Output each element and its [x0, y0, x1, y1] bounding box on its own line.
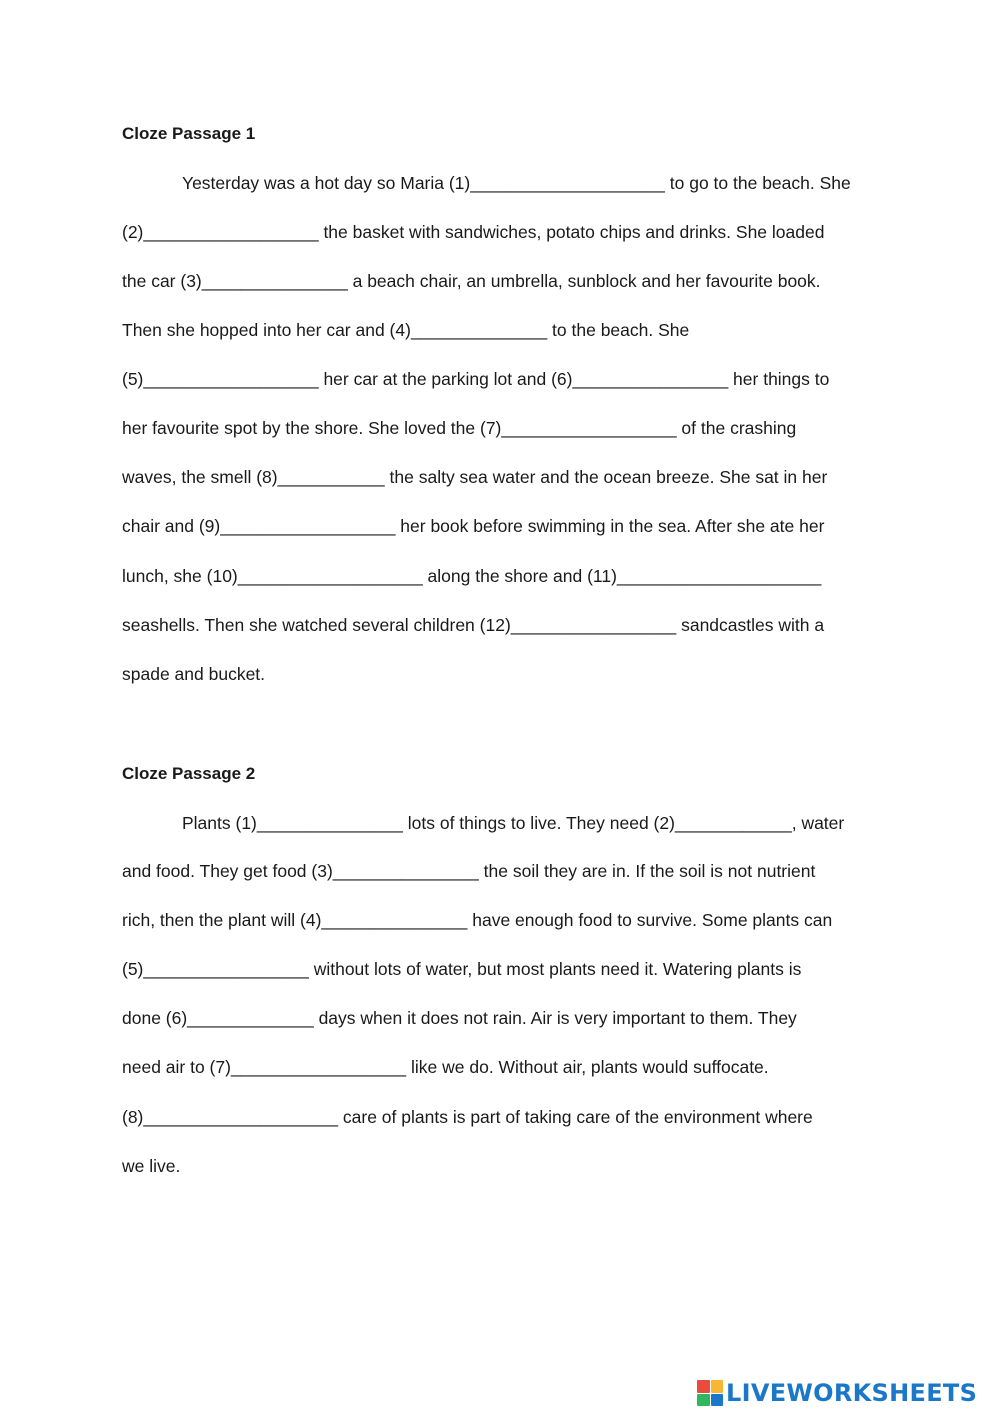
passage-1-line: the car (3)_______________ a beach chair, an umbrella, sunblock and her favourite book.: [122, 271, 821, 291]
passage-1-line: her favourite spot by the shore. She loved the (7)__________________ of the crashing: [122, 418, 797, 438]
passage-1-line: Yesterday was a hot day so Maria (1)____________________ to go to the beach. She: [182, 173, 851, 193]
passage-1-line: seashells. Then she watched several children (12)_________________ sandcastles with a: [122, 615, 825, 635]
logo-square-green: [697, 1394, 710, 1407]
passage-1-line: spade and bucket.: [122, 664, 266, 684]
passage-1-line: lunch, she (10)___________________ along the shore and (11)_____________________: [122, 566, 822, 586]
passage-1-line: (2)__________________ the basket with sandwiches, potato chips and drinks. She loaded: [122, 222, 825, 242]
passage-2-line: Plants (1)_______________ lots of things to live. They need (2)____________, water: [182, 813, 845, 833]
logo-square-blue: [711, 1394, 724, 1407]
logo-square-red: [697, 1380, 710, 1393]
passage-1-line: (5)__________________ her car at the parking lot and (6)________________ her things to: [122, 369, 830, 389]
logo-text: LIVEWORKSHEETS: [726, 1379, 978, 1407]
passage-1-line: waves, the smell (8)___________ the salty sea water and the ocean breeze. She sat in her: [122, 467, 828, 487]
passage-2-line: need air to (7)__________________ like we do. Without air, plants would suffocate.: [122, 1057, 769, 1077]
passage-2-title: Cloze Passage 2: [122, 764, 256, 783]
logo-square-yellow: [711, 1380, 724, 1393]
liveworksheets-logo: [697, 1376, 977, 1410]
passage-2-line: we live.: [122, 1156, 181, 1176]
passage-2-line: rich, then the plant will (4)_______________ have enough food to survive. Some plants can: [122, 910, 833, 930]
passage-2-line: (5)_________________ without lots of water, but most plants need it. Watering plants is: [122, 959, 802, 979]
passage-2-line: and food. They get food (3)_______________ the soil they are in. If the soil is not nutrient: [122, 861, 816, 881]
passage-1-line: Then she hopped into her car and (4)______________ to the beach. She: [122, 320, 690, 340]
passage-1-line: chair and (9)__________________ her book before swimming in the sea. After she ate her: [122, 516, 825, 536]
passage-1-title: Cloze Passage 1: [122, 124, 256, 143]
logo-mark-icon: [697, 1380, 723, 1406]
passage-2-line: (8)____________________ care of plants is part of taking care of the environment where: [122, 1107, 813, 1127]
passage-2-line: done (6)_____________ days when it does not rain. Air is very important to them. They: [122, 1008, 797, 1028]
